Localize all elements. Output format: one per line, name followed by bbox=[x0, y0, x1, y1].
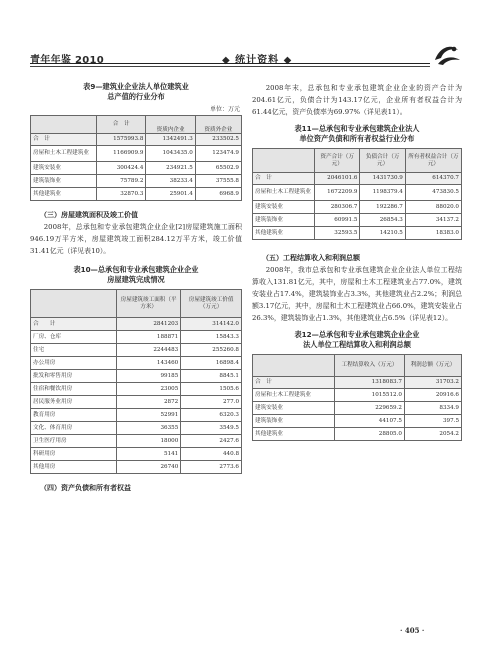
table12-header-cell: 利润总额（万元） bbox=[404, 355, 461, 377]
table-row bbox=[253, 227, 462, 240]
table-row bbox=[31, 435, 242, 448]
table-cell: 1198379.4 bbox=[360, 185, 405, 201]
table-cell: 1575993.8 bbox=[97, 134, 146, 146]
table-cell: 建筑安装业 bbox=[253, 201, 315, 214]
section4-heading: （四）资产负债和所有者权益 bbox=[40, 483, 131, 492]
table-row bbox=[253, 214, 462, 227]
table-row bbox=[31, 409, 242, 422]
table-row bbox=[253, 428, 462, 441]
section5-paragraph: 2008年，我市总承包和专业承包建筑企业企业法人单位工程结算收入131.81亿元，其中，房屋和土木工程建筑业占77.0%，建筑安装业占17.4%，建筑装饰业占3.3%，其他建筑业占2.2%；利润总额3.17亿元，其中，房屋和土木工程建筑业占66.0%，建筑安装业占26.3%，建筑装饰业占1.3%，其他建筑业占6.5%（详见表12）。 bbox=[252, 266, 462, 322]
table-row bbox=[253, 185, 462, 201]
table-cell: 18383.0 bbox=[405, 227, 461, 240]
table-cell: 37555.8 bbox=[195, 175, 241, 188]
table-cell: 280306.7 bbox=[315, 201, 360, 214]
table-cell: 15843.3 bbox=[181, 331, 242, 344]
table-cell: 52991 bbox=[117, 409, 181, 422]
table-cell: 建筑安装业 bbox=[31, 162, 97, 175]
table-row bbox=[31, 396, 242, 409]
table-row bbox=[253, 402, 462, 415]
table-row bbox=[31, 422, 242, 435]
table10-header-row bbox=[31, 290, 242, 318]
table-cell: 44107.5 bbox=[335, 415, 405, 428]
table-cell: 房屋和土木工程建筑业 bbox=[253, 389, 335, 402]
table-cell: 397.5 bbox=[404, 415, 461, 428]
table-cell: 60991.5 bbox=[315, 214, 360, 227]
table-row bbox=[31, 383, 242, 396]
left-column bbox=[30, 82, 242, 494]
section3-heading: （三）房屋建筑面积及竣工价值 bbox=[40, 210, 138, 219]
table10-caption-line2: 房屋建筑完成情况 bbox=[107, 275, 165, 284]
table10-header-cell bbox=[31, 290, 117, 318]
table-cell: 300424.4 bbox=[97, 162, 146, 175]
table10-header-cell: 房屋建筑竣工价值（万元） bbox=[181, 290, 242, 318]
table-cell: 14210.5 bbox=[360, 227, 405, 240]
table9-header-cell bbox=[31, 116, 97, 134]
table-cell: 2244483 bbox=[117, 344, 181, 357]
table-row bbox=[31, 448, 242, 461]
table-row bbox=[31, 331, 242, 344]
table-cell: 2872 bbox=[117, 396, 181, 409]
table-cell: 2046101.6 bbox=[315, 173, 360, 185]
table9-unit: 单位：万元 bbox=[209, 106, 240, 113]
table-cell: 建筑装饰业 bbox=[253, 415, 335, 428]
table11-caption-line2: 单位资产负债和所有者权益行业分布 bbox=[299, 134, 415, 143]
table-cell: 房屋和土木工程建筑业 bbox=[31, 146, 97, 162]
table-cell: 合 计 bbox=[31, 318, 117, 331]
table-cell: 26854.3 bbox=[360, 214, 405, 227]
table12 bbox=[252, 354, 462, 441]
table-cell: 1043435.0 bbox=[146, 146, 195, 162]
table9-caption-line2: 总产值的行业分布 bbox=[107, 92, 165, 101]
table-row bbox=[31, 344, 242, 357]
table-cell: 卫生医疗用房 bbox=[31, 435, 117, 448]
table11 bbox=[252, 148, 462, 240]
table10-caption bbox=[30, 265, 242, 285]
table12-header-cell bbox=[253, 355, 335, 377]
table9 bbox=[30, 115, 242, 201]
table-cell: 1318083.7 bbox=[335, 377, 405, 389]
table-cell: 38233.4 bbox=[146, 175, 195, 188]
table-cell: 16898.4 bbox=[181, 357, 242, 370]
table-cell: 科研用房 bbox=[31, 448, 117, 461]
table-cell: 建筑安装业 bbox=[253, 402, 335, 415]
header-rule-thin bbox=[30, 66, 430, 67]
table-cell: 314142.0 bbox=[181, 318, 242, 331]
table-cell: 教育用房 bbox=[31, 409, 117, 422]
table-cell: 8334.9 bbox=[404, 402, 461, 415]
table-cell: 277.0 bbox=[181, 396, 242, 409]
table-cell: 188871 bbox=[117, 331, 181, 344]
table-cell: 2054.2 bbox=[404, 428, 461, 441]
table-cell: 88020.0 bbox=[405, 201, 461, 214]
table-row bbox=[31, 357, 242, 370]
table11-header-row bbox=[253, 149, 462, 173]
table-cell: 26740 bbox=[117, 461, 181, 474]
table-cell: 32593.5 bbox=[315, 227, 360, 240]
table-cell: 255260.8 bbox=[181, 344, 242, 357]
table-row bbox=[31, 318, 242, 331]
table-row bbox=[253, 201, 462, 214]
table-cell: 28805.0 bbox=[335, 428, 405, 441]
right-column bbox=[252, 82, 462, 441]
table-cell: 建筑装饰业 bbox=[253, 214, 315, 227]
table-row bbox=[253, 415, 462, 428]
table9-header-cell: 资质外企业 bbox=[195, 116, 241, 134]
table-cell: 合 计 bbox=[31, 134, 97, 146]
table-cell: 1672209.9 bbox=[315, 185, 360, 201]
table-cell: 房屋和土木工程建筑业 bbox=[253, 185, 315, 201]
table-cell: 143460 bbox=[117, 357, 181, 370]
table-row bbox=[253, 377, 462, 389]
table9-header-row bbox=[31, 116, 242, 134]
table-cell: 合 计 bbox=[253, 173, 315, 185]
table11-caption bbox=[252, 124, 462, 144]
table-cell: 2841203 bbox=[117, 318, 181, 331]
table-cell: 192286.7 bbox=[360, 201, 405, 214]
table-cell: 36355 bbox=[117, 422, 181, 435]
table-cell: 住宅 bbox=[31, 344, 117, 357]
table12-caption bbox=[252, 330, 462, 350]
table-cell: 25901.4 bbox=[146, 188, 195, 201]
table11-header-cell: 所有者权益合计（万元） bbox=[405, 149, 461, 173]
table-cell: 123474.9 bbox=[195, 146, 241, 162]
table-cell: 614370.7 bbox=[405, 173, 461, 185]
table11-header-cell: 负债合计（万元） bbox=[360, 149, 405, 173]
table-cell: 其他建筑业 bbox=[31, 188, 97, 201]
table-cell: 20916.6 bbox=[404, 389, 461, 402]
table9-header-cell: 合 计 bbox=[97, 116, 146, 134]
header-rule bbox=[30, 63, 430, 64]
table-cell: 8845.1 bbox=[181, 370, 242, 383]
section-title: ◆ 统计资料 ◆ bbox=[222, 55, 293, 66]
table-cell: 440.8 bbox=[181, 448, 242, 461]
table11-header-cell bbox=[253, 149, 315, 173]
table-row bbox=[31, 134, 242, 146]
table-cell: 234921.5 bbox=[146, 162, 195, 175]
table12-header-cell: 工程结算收入（万元） bbox=[335, 355, 405, 377]
table10-header-cell: 房屋建筑竣工面积（平方米） bbox=[117, 290, 181, 318]
table9-header-cell: 资质内企业 bbox=[146, 116, 195, 134]
table-row bbox=[31, 461, 242, 474]
table-cell: 3549.5 bbox=[181, 422, 242, 435]
table-row bbox=[31, 162, 242, 175]
table-cell: 其他建筑业 bbox=[253, 227, 315, 240]
table-row bbox=[31, 175, 242, 188]
page-header bbox=[30, 50, 452, 68]
table-cell: 厂房、仓库 bbox=[31, 331, 117, 344]
table-cell: 1166909.9 bbox=[97, 146, 146, 162]
table-cell: 合 计 bbox=[253, 377, 335, 389]
table-cell: 473830.5 bbox=[405, 185, 461, 201]
table11-header-cell: 资产合计（万元） bbox=[315, 149, 360, 173]
table-cell: 31703.2 bbox=[404, 377, 461, 389]
table-cell: 65502.9 bbox=[195, 162, 241, 175]
table-cell: 其他用房 bbox=[31, 461, 117, 474]
table-cell: 居民服务业用房 bbox=[31, 396, 117, 409]
table11-caption-line1: 表11—总承包和专业承包建筑企业法人 bbox=[294, 124, 420, 133]
table-row bbox=[253, 173, 462, 185]
section5-heading: （五）工程结算收入和利润总额 bbox=[262, 253, 360, 262]
table9-caption-line1: 表9—建筑业企业法人单位建筑业 bbox=[83, 82, 189, 91]
table-cell: 99185 bbox=[117, 370, 181, 383]
section3-paragraph: 2008年，总承包和专业承包建筑企业企业[2]房屋建筑施工面积946.19万平方米，房屋建筑竣工面积284.12万平方米，竣工价值31.41亿元（详见表10）。 bbox=[30, 223, 242, 255]
table-row bbox=[31, 188, 242, 201]
table-cell: 6968.9 bbox=[195, 188, 241, 201]
table10-caption-line1: 表10—总承包和专业承包建筑企业企业 bbox=[73, 265, 199, 274]
table-cell: 1015512.0 bbox=[335, 389, 405, 402]
table-cell: 建筑装饰业 bbox=[31, 175, 97, 188]
table-cell: 1342491.3 bbox=[146, 134, 195, 146]
table-cell: 办公用房 bbox=[31, 357, 117, 370]
table-cell: 2773.6 bbox=[181, 461, 242, 474]
table-cell: 1431730.9 bbox=[360, 173, 405, 185]
table12-header-row bbox=[253, 355, 462, 377]
table-row bbox=[253, 389, 462, 402]
table-cell: 文化、体育用房 bbox=[31, 422, 117, 435]
table-cell: 18000 bbox=[117, 435, 181, 448]
table10 bbox=[30, 289, 242, 474]
table-cell: 2427.6 bbox=[181, 435, 242, 448]
book-title: 青年年鉴 2010 bbox=[30, 55, 105, 66]
table12-caption-line1: 表12—总承包和专业承包建筑企业企业 bbox=[294, 330, 420, 339]
table-cell: 233502.5 bbox=[195, 134, 241, 146]
table9-caption bbox=[30, 82, 242, 102]
table-cell: 其他建筑业 bbox=[253, 428, 335, 441]
table-cell: 1505.6 bbox=[181, 383, 242, 396]
table12-caption-line2: 法人单位工程结算收入和利润总额 bbox=[303, 340, 411, 349]
table-row bbox=[31, 370, 242, 383]
yearbook-logo-icon bbox=[432, 40, 462, 68]
table-cell: 32870.3 bbox=[97, 188, 146, 201]
table-cell: 229659.2 bbox=[335, 402, 405, 415]
table-row bbox=[31, 146, 242, 162]
table-cell: 23005 bbox=[117, 383, 181, 396]
table-cell: 批发和零售用房 bbox=[31, 370, 117, 383]
table-cell: 5141 bbox=[117, 448, 181, 461]
table-cell: 6320.3 bbox=[181, 409, 242, 422]
section4-paragraph: 2008年末，总承包和专业承包建筑企业企业的资产合计为204.61亿元，负债合计为143.17亿元，企业所有者权益合计为61.44亿元，资产负债率为69.97%（详见表11）。 bbox=[252, 84, 462, 116]
table-cell: 75789.2 bbox=[97, 175, 146, 188]
table-cell: 住宿和餐饮用房 bbox=[31, 383, 117, 396]
table-cell: 34137.2 bbox=[405, 214, 461, 227]
page-number: · 405 · bbox=[400, 626, 425, 635]
